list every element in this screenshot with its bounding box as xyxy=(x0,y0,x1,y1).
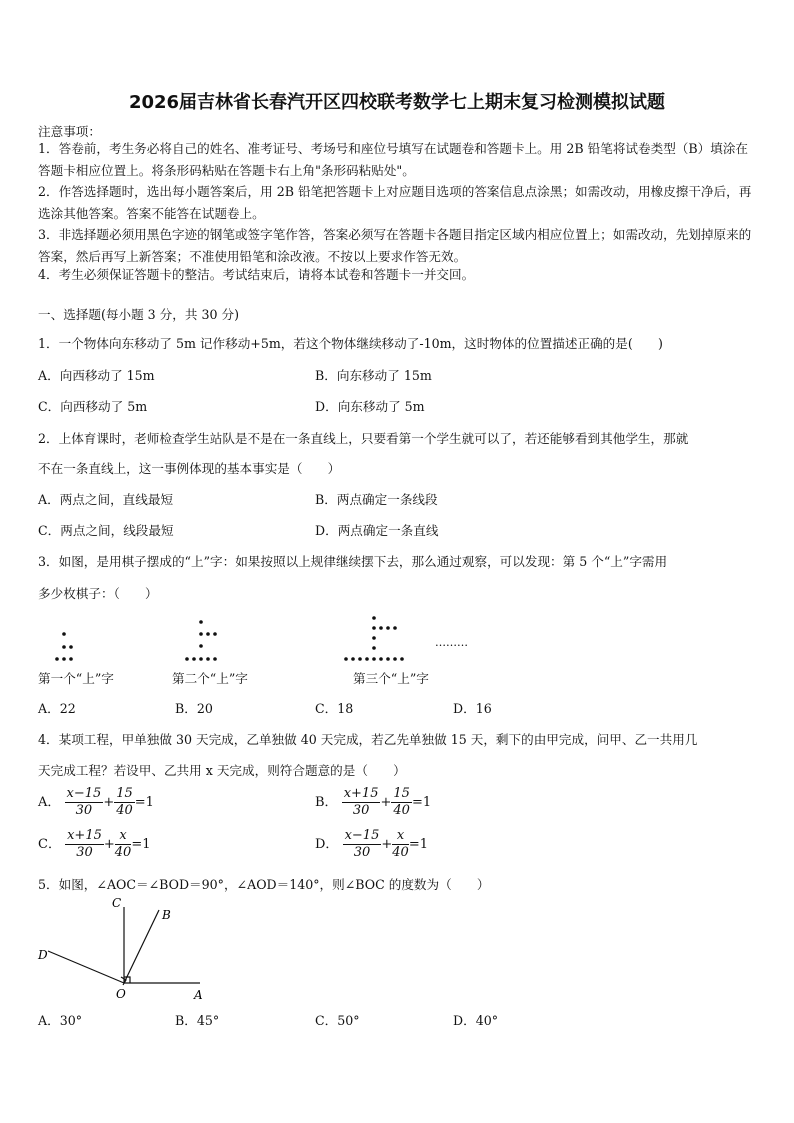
q4-option-a-fraction-1 xyxy=(65,786,104,819)
q4-option-d-label: D． xyxy=(315,837,339,852)
point-b-label: B xyxy=(162,908,171,922)
q3-option-a: A．22 xyxy=(38,701,76,716)
page-title: 2026届吉林省长春汽开区四校联考数学七上期末复习检测模拟试题 xyxy=(128,92,666,113)
denominator: 40 xyxy=(393,803,410,818)
equals-one: =1 xyxy=(408,837,428,852)
q3-stem-line-2: 多少枚棋子：（ ） xyxy=(38,586,158,601)
q3-pattern-2 xyxy=(185,620,217,661)
q4-option-c-fraction-1 xyxy=(65,828,104,861)
q2-option-c: C．两点之间，线段最短 xyxy=(38,523,174,538)
denominator: 40 xyxy=(116,803,133,818)
equals-one: =1 xyxy=(411,795,432,810)
q3-option-c: C．18 xyxy=(315,701,354,716)
denominator: 40 xyxy=(114,845,132,860)
q3-stem-line-1: 3．如图，是用棋子摆成的“上”字：如果按照以上规律继续摆下去，那么通过观察，可以发现：第 5 个“上”字需用 xyxy=(38,554,668,569)
numerator: x xyxy=(115,828,132,845)
point-o-label: O xyxy=(116,987,126,1001)
numerator: x xyxy=(392,828,409,845)
notes-heading: 注意事项： xyxy=(38,124,101,139)
numerator: 15 xyxy=(116,786,133,801)
q3-label-2: 第二个“上”字 xyxy=(172,671,248,686)
q4-option-d xyxy=(315,828,428,861)
plus-sign: + xyxy=(103,837,115,852)
q3-label-3: 第三个“上”字 xyxy=(353,671,429,686)
q4-option-c xyxy=(38,828,151,861)
q1-option-c: C．向西移动了 5m xyxy=(38,399,148,414)
q4-stem-line-2: 天完成工程？若设甲、乙共用 x 天完成，则符合题意的是（ ） xyxy=(38,763,406,778)
note-item-1: 1．答卷前，考生务必将自己的姓名、准考证号、考场号和座位号填写在试题卷和答题卡上。用 2B 铅笔将试卷类型（B）填涂在答题卡相应位置上。将条形码粘贴在答题卡右上角"条形码粘贴处"。 xyxy=(38,141,749,178)
q4-stem-line-1: 4．某项工程，甲单独做 30 天完成，乙单独做 40 天完成，若乙先单独做 15 天，剩下的由甲完成，问甲、乙一共用几 xyxy=(38,732,698,747)
q4-option-b-fraction-1 xyxy=(342,786,381,819)
q4-option-b xyxy=(315,786,431,819)
q4-option-c-fraction-2 xyxy=(115,828,132,861)
q1-stem: 1．一个物体向东移动了 5m 记作移动+5m，若这个物体继续移动了-10m，这时物体的位置描述正确的是( ) xyxy=(38,336,663,351)
q5-angle-diagram xyxy=(30,893,230,1005)
q3-label-1: 第一个“上”字 xyxy=(38,671,114,686)
q1-option-b: B．向东移动了 15m xyxy=(315,368,432,383)
point-a-label: A xyxy=(194,988,203,1002)
q3-ellipsis: ……… xyxy=(435,636,468,649)
plus-sign: + xyxy=(103,795,115,810)
denominator: 30 xyxy=(75,803,93,818)
q4-option-d-fraction-1 xyxy=(343,828,382,861)
q4-option-a-label: A． xyxy=(38,795,61,810)
section-heading: 一、选择题(每小题 3 分，共 30 分) xyxy=(38,307,240,322)
q1-option-a: A．向西移动了 15m xyxy=(38,368,155,383)
numerator: 15 xyxy=(393,786,410,801)
q2-option-d: D．两点确定一条直线 xyxy=(315,523,439,538)
q2-option-a: A．两点之间，直线最短 xyxy=(38,492,174,507)
q4-option-a-fraction-2 xyxy=(114,786,135,819)
denominator: 40 xyxy=(392,845,409,860)
q3-option-d: D．16 xyxy=(453,701,492,716)
equals-one: =1 xyxy=(134,795,154,810)
note-item-3: 3．非选择题必须用黑色字迹的钢笔或签字笔作答，答案必须写在答题卡各题目指定区域内相应位置上；如需改动，先划掉原来的答案，然后再写上新答案；不准使用铅笔和涂改液。不按以上要求作答无效。 xyxy=(38,227,752,264)
q2-stem-line-2: 不在一条直线上，这一事例体现的基本事实是（ ） xyxy=(38,461,341,476)
numerator: x+15 xyxy=(343,786,379,801)
numerator: x+15 xyxy=(67,828,102,843)
q4-option-d-fraction-2 xyxy=(392,828,409,861)
note-item-2: 2．作答选择题时，选出每小题答案后，用 2B 铅笔把答题卡上对应题目选项的答案信息点涂黑；如需改动，用橡皮擦干净后，再选涂其他答案。答案不能答在试题卷上。 xyxy=(38,184,752,221)
ray-ob xyxy=(124,910,159,983)
q3-figure xyxy=(30,612,490,668)
q4-option-a xyxy=(38,786,154,819)
denominator: 30 xyxy=(76,845,93,860)
note-item-4: 4．考生必须保证答题卡的整洁。考试结束后，请将本试卷和答题卡一并交回。 xyxy=(38,267,475,282)
point-d-label: D xyxy=(38,948,48,962)
numerator: x−15 xyxy=(66,786,102,801)
plus-sign: + xyxy=(380,795,392,810)
q5-option-c: C．50° xyxy=(315,1013,360,1028)
q4-option-b-fraction-2 xyxy=(391,786,412,819)
q4-option-b-label: B． xyxy=(315,795,338,810)
q2-stem-line-1: 2．上体育课时，老师检查学生站队是不是在一条直线上，只要看第一个学生就可以了，若还能够看到其他学生，那就 xyxy=(38,431,689,446)
denominator: 30 xyxy=(352,803,370,818)
q5-option-b: B．45° xyxy=(175,1013,220,1028)
plus-sign: + xyxy=(381,837,393,852)
numerator: x−15 xyxy=(344,828,380,843)
q2-option-b: B．两点确定一条线段 xyxy=(315,492,438,507)
q5-stem: 5．如图，∠AOC＝∠BOD＝90°，∠AOD＝140°，则∠BOC 的度数为（ ） xyxy=(38,877,490,892)
q3-option-b: B．20 xyxy=(175,701,213,716)
q3-pattern-3 xyxy=(344,616,404,661)
equals-one: =1 xyxy=(131,837,151,852)
q1-option-d: D．向东移动了 5m xyxy=(315,399,425,414)
denominator: 30 xyxy=(353,845,371,860)
q5-option-d: D．40° xyxy=(453,1013,499,1028)
q5-option-a: A．30° xyxy=(38,1013,83,1028)
q4-option-c-label: C． xyxy=(38,837,61,852)
q3-pattern-1 xyxy=(55,632,73,661)
point-c-label: C xyxy=(112,896,122,910)
ray-od xyxy=(48,951,124,983)
